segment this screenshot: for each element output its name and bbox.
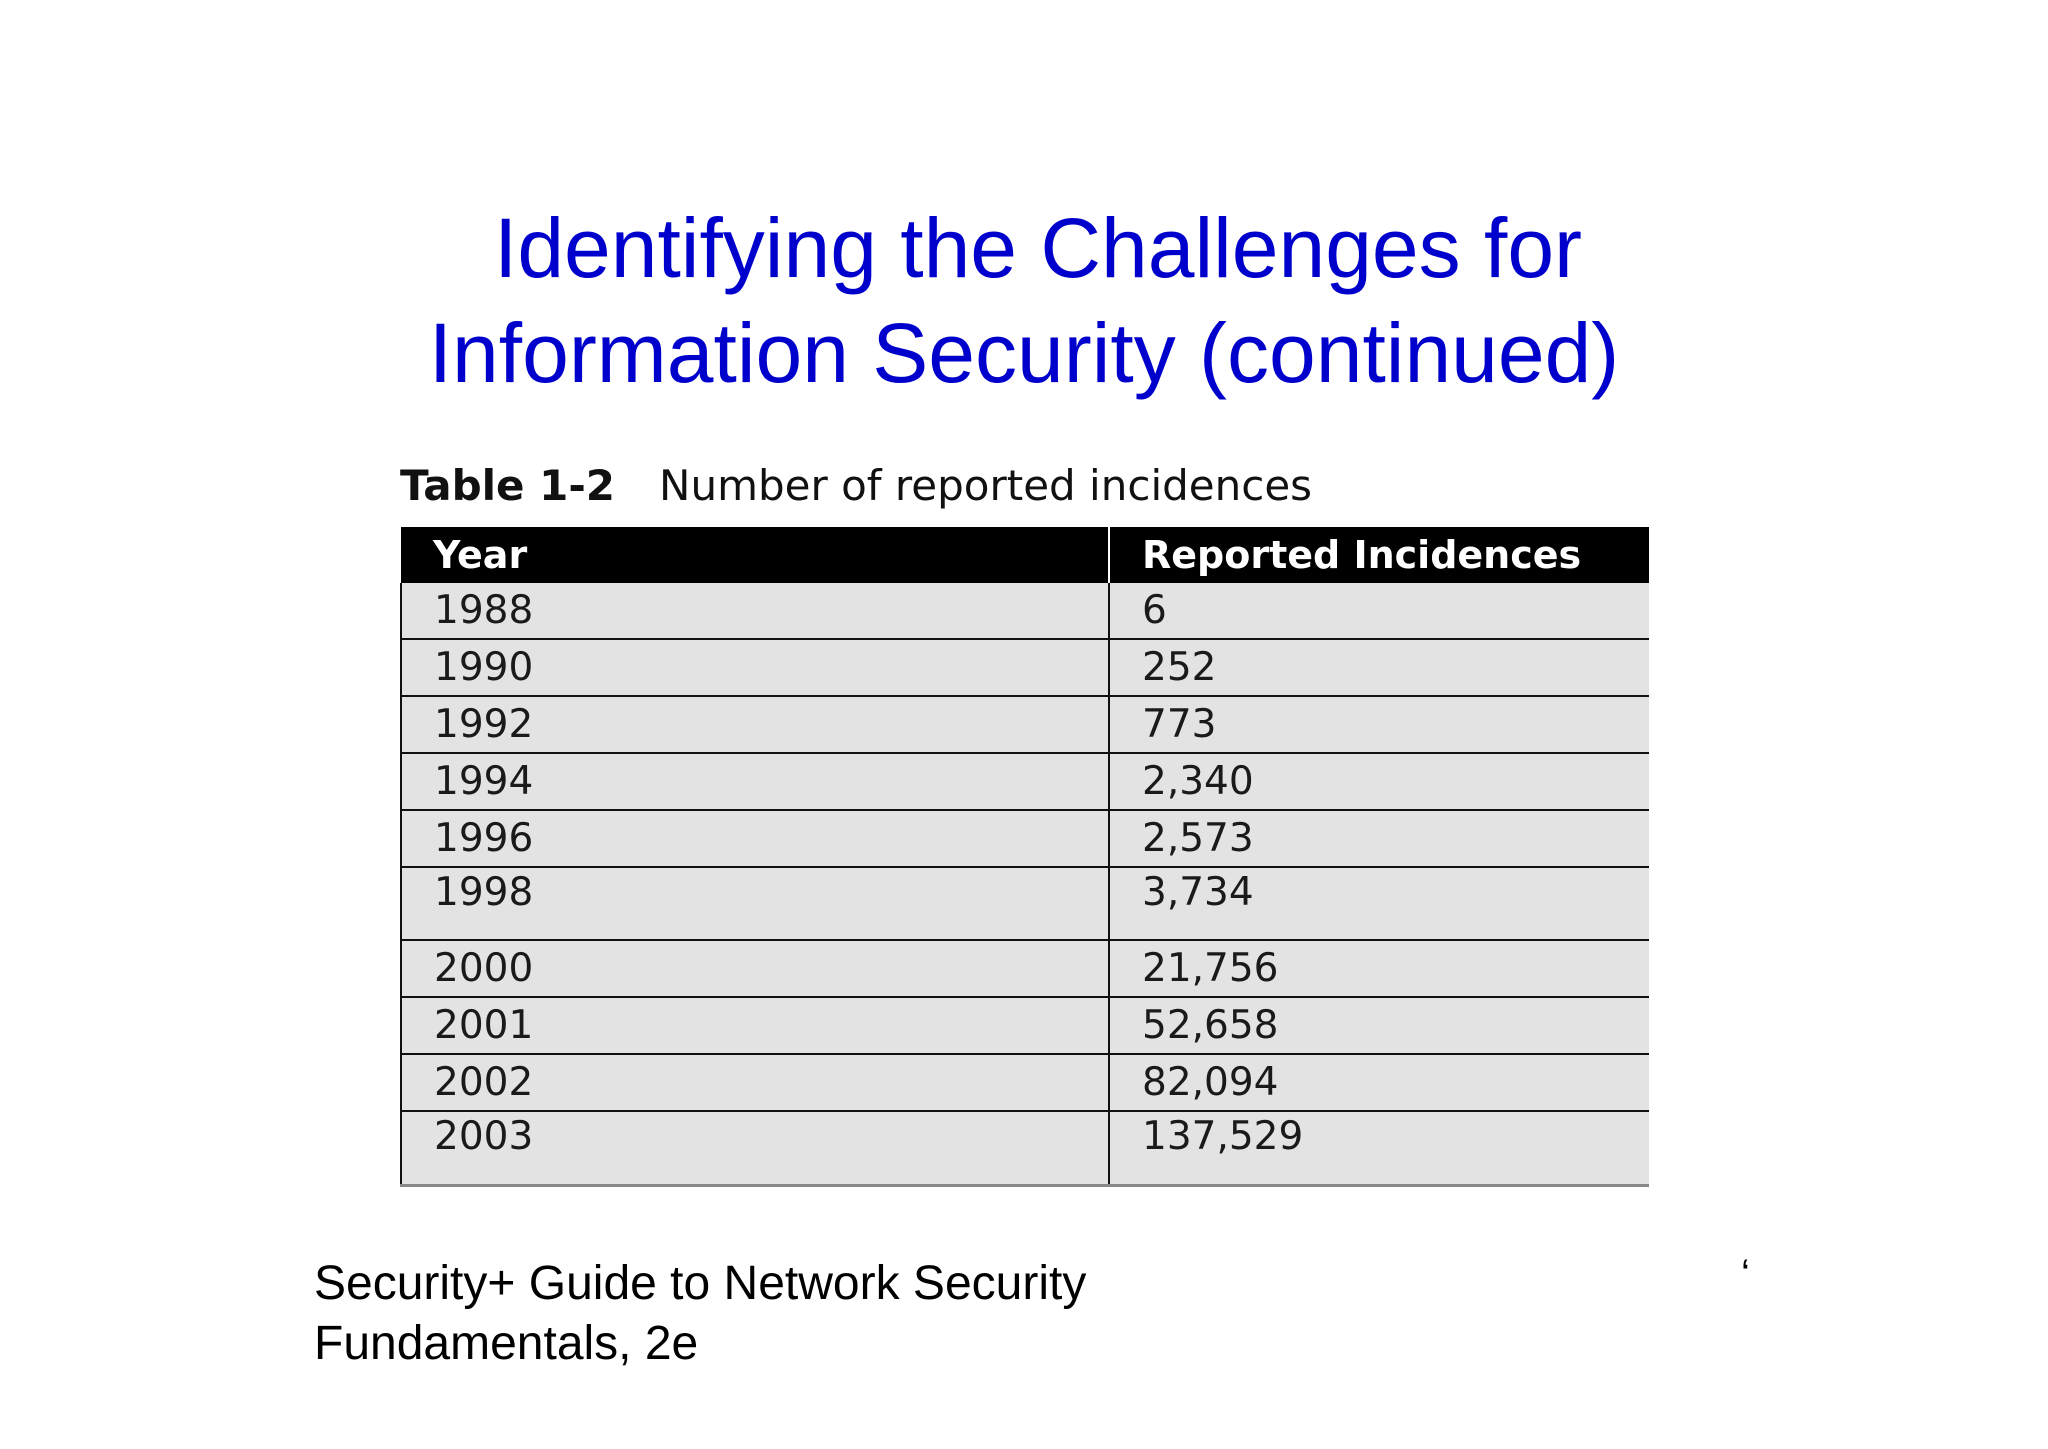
incidences-cell: 252 [1109,639,1649,696]
year-cell: 2000 [401,940,1109,997]
footer-mark: ‘ [1741,1252,1750,1296]
incidences-cell: 137,529 [1109,1111,1649,1186]
slide-title-line-2: Information Security (continued) [428,306,1620,400]
incidences-cell: 773 [1109,696,1649,753]
year-cell: 1996 [401,810,1109,867]
footer-line-2: Fundamentals, 2e [314,1317,699,1370]
slide-title-line-1: Identifying the Challenges for [493,201,1583,295]
incidences-cell: 3,734 [1109,867,1649,940]
year-cell: 1988 [401,583,1109,639]
year-cell: 1994 [401,753,1109,810]
year-cell: 1992 [401,696,1109,753]
incidences-cell: 21,756 [1109,940,1649,997]
table-row [401,810,1649,867]
table-row [401,1111,1649,1186]
footer-source [314,1254,1214,1374]
table-caption [400,458,1312,514]
table-row [401,997,1649,1054]
table-caption-label: Table 1-2 [400,461,616,510]
table-row [401,696,1649,753]
table-row [401,1054,1649,1111]
incidences-cell: 2,340 [1109,753,1649,810]
table-row [401,940,1649,997]
year-cell: 1990 [401,639,1109,696]
incidences-cell: 2,573 [1109,810,1649,867]
table-row [401,583,1649,639]
incidences-cell: 6 [1109,583,1649,639]
table-row [401,867,1649,940]
header-year: Year [401,527,1109,583]
footer-line-1: Security+ Guide to Network Security [314,1257,1087,1310]
incidences-table [400,527,1649,1187]
table-row [401,639,1649,696]
year-cell: 2002 [401,1054,1109,1111]
incidences-cell: 52,658 [1109,997,1649,1054]
year-cell: 1998 [401,867,1109,940]
table-caption-text: Number of reported incidences [659,461,1313,510]
table-row [401,753,1649,810]
table-header-row [401,527,1649,583]
header-reported-incidences: Reported Incidences [1109,527,1649,583]
year-cell: 2001 [401,997,1109,1054]
year-cell: 2003 [401,1111,1109,1186]
slide-title [0,196,2048,406]
incidences-cell: 82,094 [1109,1054,1649,1111]
